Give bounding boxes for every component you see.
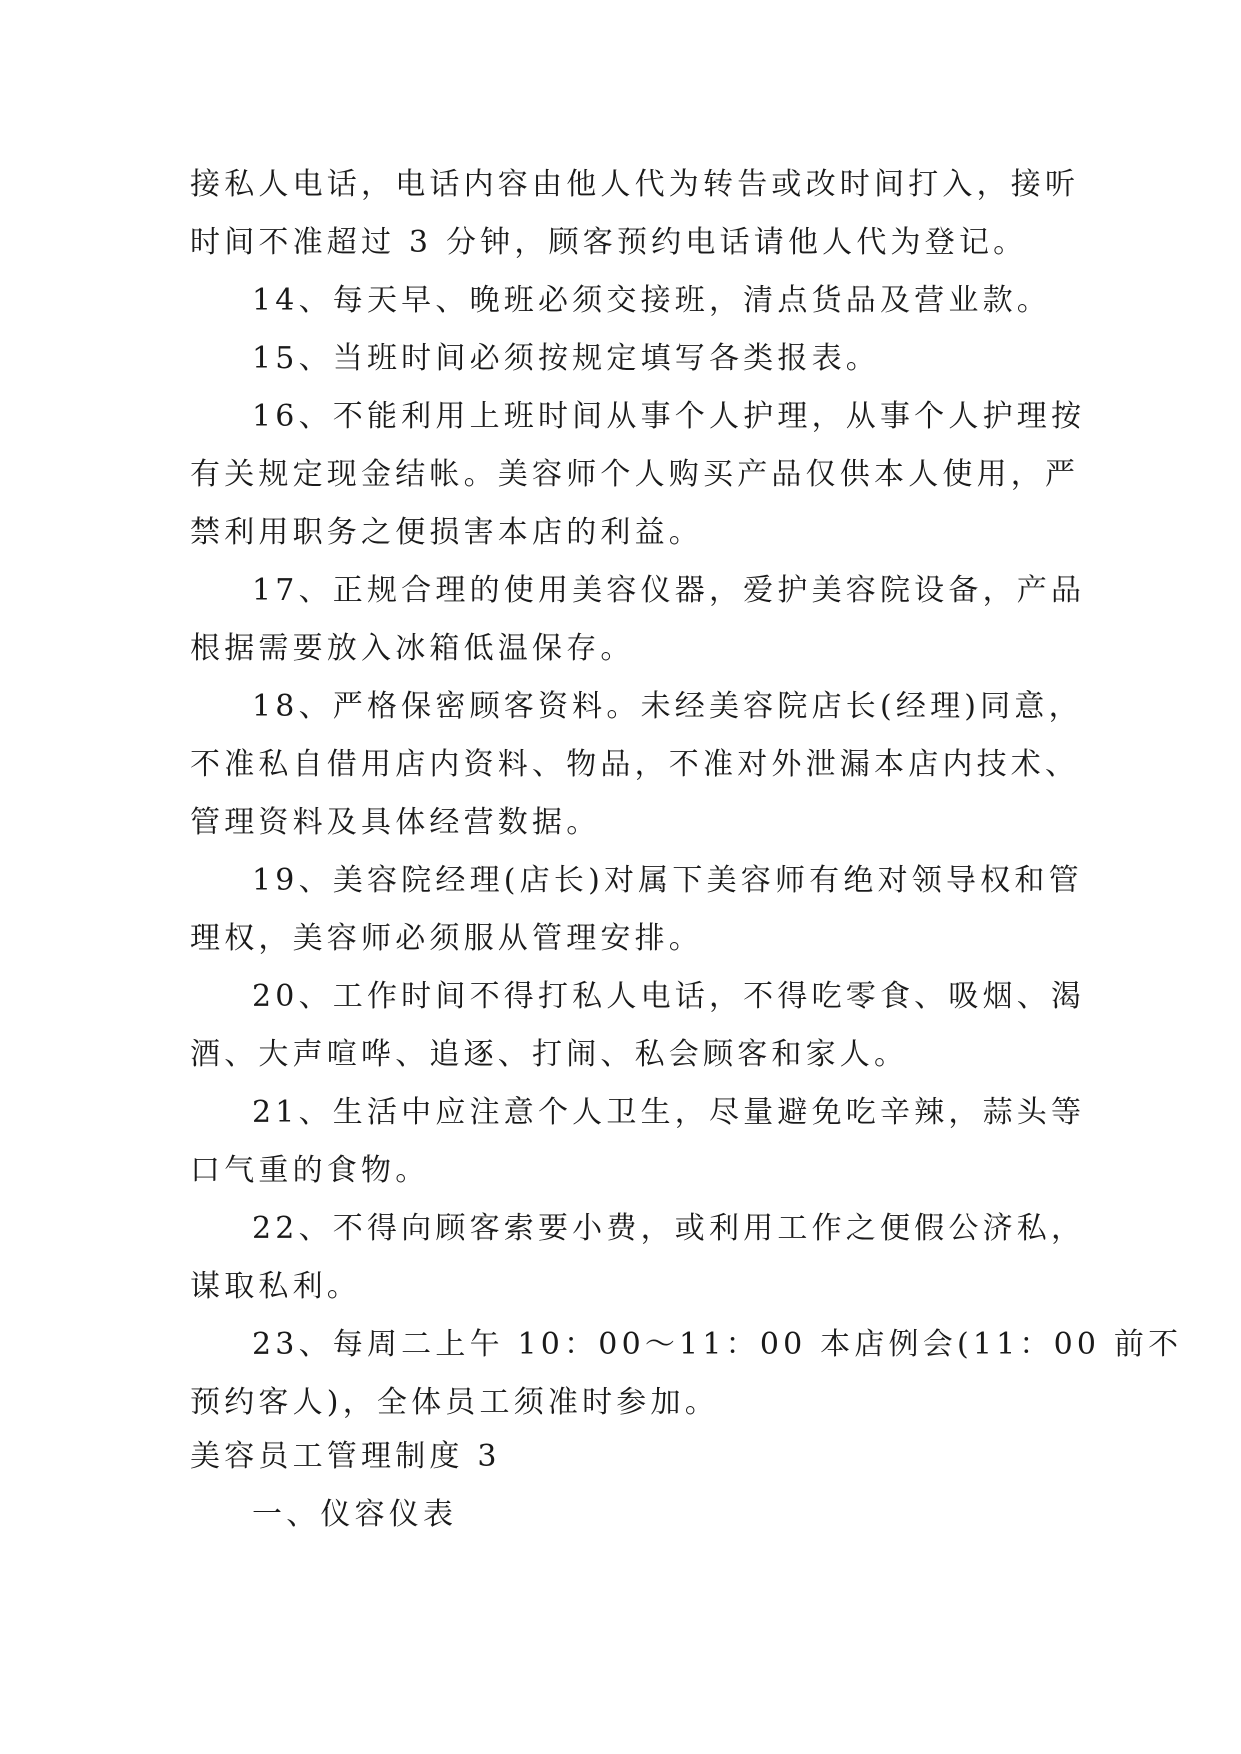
text-line: 禁利用职务之便损害本店的利益。 (190, 515, 703, 550)
text-line: 17、正规合理的使用美容仪器，爱护美容院设备，产品 (252, 573, 1086, 608)
text-line: 时间不准超过 3 分钟，顾客预约电话请他人代为登记。 (190, 225, 1028, 260)
text-line: 不准私自借用店内资料、物品，不准对外泄漏本店内技术、 (190, 747, 1080, 782)
text-line: 22、不得向顾客索要小费，或利用工作之便假公济私， (252, 1211, 1086, 1246)
subsection-heading: 一、仪容仪表 (252, 1497, 458, 1532)
text-line: 14、每天早、晚班必须交接班，清点货品及营业款。 (252, 283, 1051, 318)
text-line: 谋取私利。 (190, 1269, 361, 1304)
text-line: 15、当班时间必须按规定填写各类报表。 (252, 341, 880, 376)
text-line: 20、工作时间不得打私人电话，不得吃零食、吸烟、渴 (252, 979, 1086, 1014)
text-line: 根据需要放入冰箱低温保存。 (190, 631, 635, 666)
text-line: 酒、大声喧哗、追逐、打闹、私会顾客和家人。 (190, 1037, 909, 1072)
text-line: 预约客人)，全体员工须准时参加。 (190, 1385, 719, 1420)
text-line: 口气重的食物。 (190, 1153, 430, 1188)
text-line: 16、不能利用上班时间从事个人护理，从事个人护理按 (252, 399, 1086, 434)
section-title: 美容员工管理制度 3 (190, 1439, 501, 1474)
text-line: 23、每周二上午 10：00～11：00 本店例会(11：00 前不 (252, 1327, 1183, 1362)
text-line: 21、生活中应注意个人卫生，尽量避免吃辛辣，蒜头等 (252, 1095, 1086, 1130)
text-line: 理权，美容师必须服从管理安排。 (190, 921, 703, 956)
text-line: 19、美容院经理(店长)对属下美容师有绝对领导权和管 (252, 863, 1083, 898)
text-line: 有关规定现金结帐。美容师个人购买产品仅供本人使用，严 (190, 457, 1080, 492)
text-line: 18、严格保密顾客资料。未经美容院店长(经理)同意， (252, 689, 1083, 724)
text-line: 管理资料及具体经营数据。 (190, 805, 601, 840)
text-line: 接私人电话，电话内容由他人代为转告或改时间打入，接听 (190, 167, 1080, 202)
